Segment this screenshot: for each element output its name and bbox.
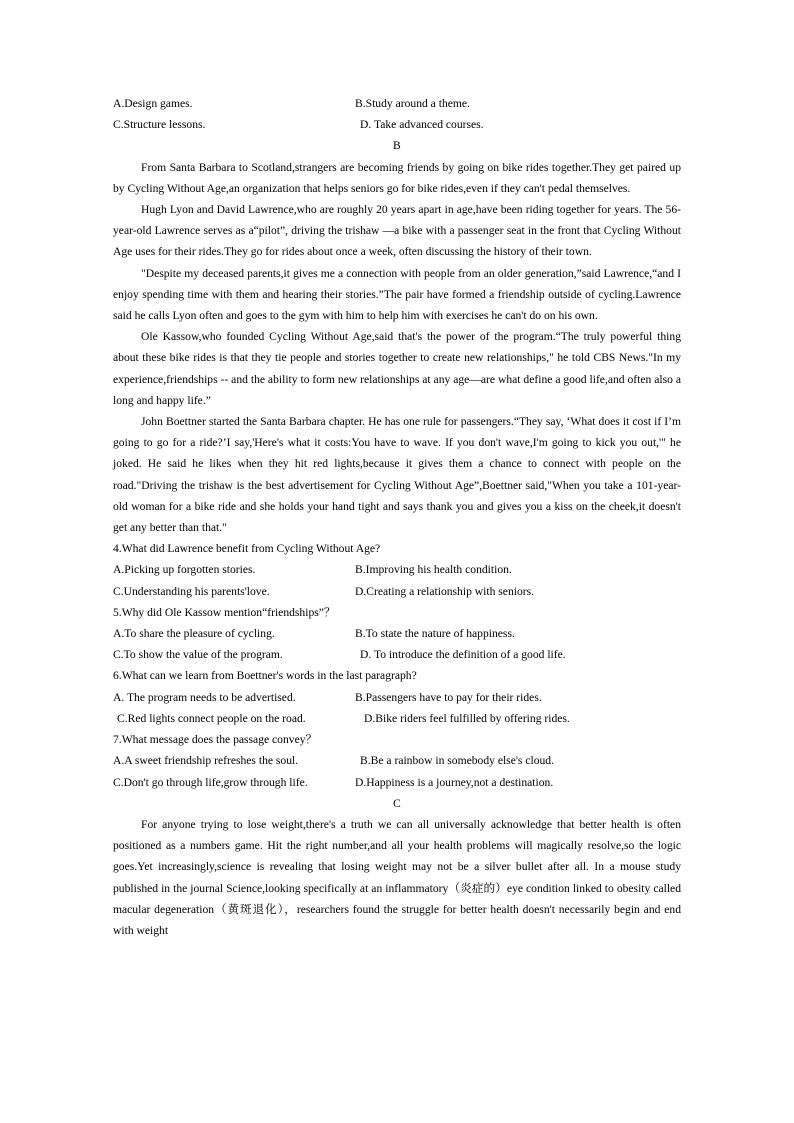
option-row: [113, 644, 681, 665]
option-b: B.Be a rainbow in somebody else's cloud.: [360, 754, 554, 768]
option-row: [113, 708, 681, 729]
option-d: D.Creating a relationship with seniors.: [355, 584, 535, 598]
option-row: [113, 750, 681, 771]
question-stem-5: 5.Why did Ole Kassow mention“friendships”？: [113, 605, 336, 619]
question-stem-7: 7.What message does the passage convey？: [113, 733, 318, 747]
question-stem-4: 4.What did Lawrence benefit from Cycling Without Age?: [113, 542, 381, 556]
option-d: D. To introduce the definition of a good life.: [360, 648, 566, 662]
option-b: B.To state the nature of happiness.: [355, 627, 515, 641]
document-body: [113, 93, 681, 941]
option-a: A. The program needs to be advertised.: [113, 690, 296, 704]
option-b: B.Passengers have to pay for their rides.: [355, 690, 542, 704]
section-letter-b: B: [393, 139, 401, 153]
option-b: B.Improving his health condition.: [355, 563, 512, 577]
option-a: A.To share the pleasure of cycling.: [113, 627, 275, 641]
passage-paragraph: Hugh Lyon and David Lawrence,who are roughly 20 years apart in age,have been riding together for years. The 56-year-old Lawrence serves as a“pilot”, driving the trishaw —a bike with a passenger seat in the front that Cycling Without Age uses for their rides.They go for rides about once a week, often discussing the history of their town.: [113, 203, 681, 259]
passage-paragraph: For anyone trying to lose weight,there's a truth we can all universally acknowledge that better health is often positioned as a numbers game. Hit the right number,and all your health problems will magically resolve,so the logic goes.Yet increasingly,science is revealing that losing weight may not be a silver bullet after all. In a mouse study published in the journal Science,looking specifically at an inflammatory（炎症的）eye condition linked to obesity called macular degeneration（黄斑退化），researchers found the struggle for better health doesn't necessarily begin and end with weight: [113, 817, 681, 937]
passage-paragraph: From Santa Barbara to Scotland,strangers are becoming friends by going on bike rides together.They get paired up by Cycling Without Age,an organization that helps seniors go for bike rides,even if they can't pedal themselves.: [113, 160, 681, 195]
question-stem-6: 6.What can we learn from Boettner's words in the last paragraph?: [113, 669, 417, 683]
option-c: C.To show the value of the program.: [113, 648, 283, 662]
option-a: A.Design games.: [113, 97, 193, 110]
option-row: [113, 772, 681, 793]
option-a: A.Picking up forgotten stories.: [113, 563, 256, 577]
option-d: D. Take advanced courses.: [360, 118, 484, 132]
option-a: A.A sweet friendship refreshes the soul.: [113, 754, 299, 768]
option-c: C.Red lights connect people on the road.: [117, 711, 306, 725]
option-row: [113, 559, 681, 580]
passage-paragraph: John Boettner started the Santa Barbara chapter. He has one rule for passengers.“They say, ‘What does it cost if I’m going to go for a ride?’I say,'Here's what it costs:You have to wave. If you don't wave,I'm going to kick you out,'" he joked. He said he likes when they hit red lights,because it gives them a chance to connect with people on the road."Driving the trishaw is the best advertisement for Cycling Without Age”,Boettner said,"When you take a 101-year-old woman for a bike ride and she holds your hand tight and says thank you and gives you a kiss on the cheek,it doesn't get any better than that.": [113, 415, 681, 535]
option-d: D.Bike riders feel fulfilled by offering rides.: [364, 711, 570, 725]
option-row: [113, 687, 681, 708]
option-c: C.Understanding his parents'love.: [113, 584, 270, 598]
option-d: D.Happiness is a journey,not a destination.: [355, 775, 554, 789]
section-letter-c: C: [393, 796, 401, 810]
option-row: [113, 93, 681, 114]
option-row: [113, 623, 681, 644]
option-row: [113, 114, 681, 135]
option-c: C.Structure lessons.: [113, 118, 206, 132]
option-b: B.Study around a theme.: [355, 97, 470, 110]
option-c: C.Don't go through life,grow through life.: [113, 775, 308, 789]
option-row: [113, 581, 681, 602]
passage-paragraph: Ole Kassow,who founded Cycling Without Age,said that's the power of the program.“The truly powerful thing about these bike rides is that they tie people and stories together to create new relationships," he told CBS News."In my experience,friendships -- and the ability to form new relationships at any age—are what define a good life,and often also a long and happy life.”: [113, 330, 681, 407]
passage-paragraph: "Despite my deceased parents,it gives me a connection with people from an older generation,”said Lawrence,“and I enjoy spending time with them and hearing their stories.”The pair have formed a friendship outside of cycling.Lawrence said he calls Lyon often and goes to the gym with him to help him with exercises he can't do on his own.: [113, 266, 681, 323]
